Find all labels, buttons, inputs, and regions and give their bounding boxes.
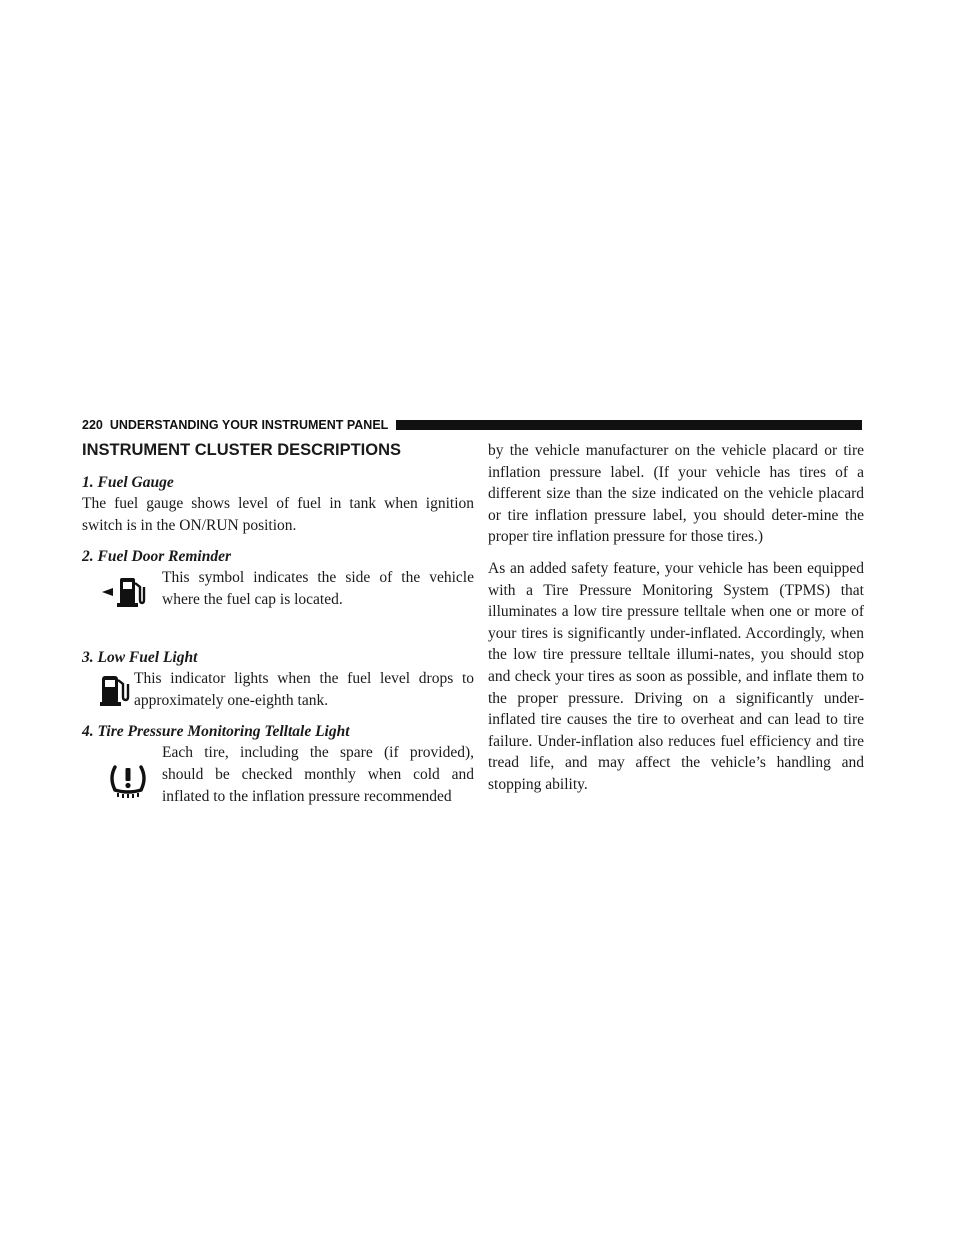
low-fuel-icon	[82, 668, 134, 711]
item-text-tpms: Each tire, including the spare (if provided), should be checked monthly when cold and inflated to the inflation pressure recommended	[162, 744, 474, 805]
item-title-fuel-door: 2. Fuel Door Reminder	[82, 548, 231, 566]
item-low-fuel	[82, 668, 474, 711]
right-column	[488, 440, 864, 806]
header-text	[82, 417, 396, 433]
item-text-low-fuel: This indicator lights when the fuel level drops to approximately one-eighth tank.	[134, 670, 474, 709]
item-text-fuel-gauge: The fuel gauge shows level of fuel in tank when ignition switch is in the ON/RUN position.	[82, 495, 474, 534]
section-heading: INSTRUMENT CLUSTER DESCRIPTIONS	[82, 441, 402, 459]
item-title-low-fuel: 3. Low Fuel Light	[82, 649, 198, 667]
item-fuel-door	[82, 567, 474, 647]
left-column	[82, 440, 474, 807]
item-tpms	[82, 742, 474, 807]
item-title-fuel-gauge: 1. Fuel Gauge	[82, 474, 174, 491]
section-title: UNDERSTANDING YOUR INSTRUMENT PANEL	[109, 418, 389, 432]
tire-pressure-warning-icon	[82, 742, 162, 807]
right-paragraph-1: by the vehicle manufacturer on the vehicle placard or tire inflation pressure label. (If your vehicle has tires of a different size than the size indicated on the vehicle placard or tire inflation pressure label, you should deter-mine the proper tire inflation pressure for those tires.)	[488, 442, 864, 546]
page-number: 220	[82, 418, 103, 432]
fuel-door-reminder-icon	[82, 567, 162, 647]
item-title-tpms: 4. Tire Pressure Monitoring Telltale Light	[82, 723, 350, 741]
page-header	[82, 417, 862, 433]
item-text-fuel-door: This symbol indicates the side of the vehicle where the fuel cap is located.	[162, 569, 474, 608]
right-paragraph-2: As an added safety feature, your vehicle has been equipped with a Tire Pressure Monitoring System (TPMS) that illuminates a low tire pressure telltale when one or more of your tires is significantly under-inflated. Accordingly, when the low tire pressure telltale illumi-nates, you should stop and check your tires as soon as possible, and inflate them to the proper pressure. Driving on a significantly under-inflated tire causes the tire to overheat and can lead to tire failure. Under-inflation also reduces fuel efficiency and tire tread life, and may affect the vehicle’s handling and stopping ability.	[488, 559, 864, 793]
